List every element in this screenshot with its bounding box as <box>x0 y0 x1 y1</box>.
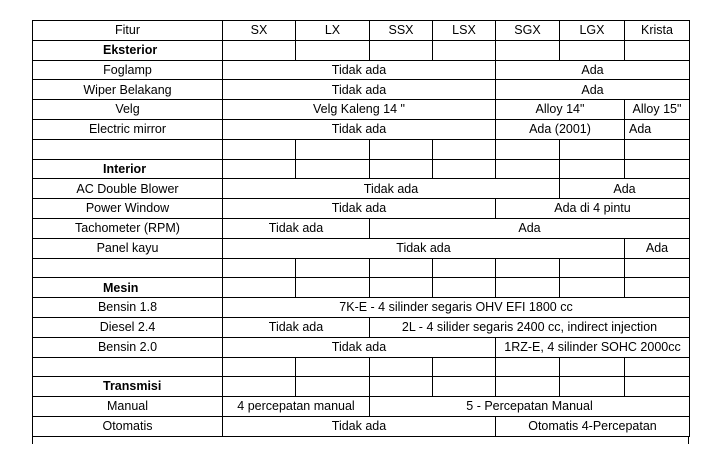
row-label-bensin-20: Bensin 2.0 <box>33 337 223 357</box>
table-row-mirror <box>33 119 690 139</box>
section-title-mesin: Mesin <box>33 278 223 298</box>
row-label-mirror: Electric mirror <box>33 119 223 139</box>
cell-ac-tidak-ada: Tidak ada <box>223 179 560 199</box>
table-row-tachometer <box>33 218 690 238</box>
cell-bensin-20-engine: 1RZ-E, 4 silinder SOHC 2000cc <box>496 337 690 357</box>
cell-manual-4-speed: 4 percepatan manual <box>223 397 370 417</box>
cell-diesel-24-engine: 2L - 4 silider segaris 2400 cc, indirect injection <box>370 317 690 337</box>
column-header-fitur: Fitur <box>33 21 223 41</box>
row-label-diesel-24: Diesel 2.4 <box>33 317 223 337</box>
section-title-interior: Interior <box>33 159 223 179</box>
section-title-eksterior: Eksterior <box>33 40 223 60</box>
cell-mirror-ada: Ada <box>625 119 690 139</box>
cell-tachometer-ada: Ada <box>370 218 690 238</box>
cell-mirror-tidak-ada: Tidak ada <box>223 119 496 139</box>
cell-velg-alloy15: Alloy 15" <box>625 100 690 120</box>
table-row-empty <box>33 258 690 278</box>
cell-mirror-ada-2001: Ada (2001) <box>496 119 625 139</box>
cell-bensin-20-tidak-ada: Tidak ada <box>223 337 496 357</box>
column-header-sgx: SGX <box>496 21 560 41</box>
table-row-bensin-20 <box>33 337 690 357</box>
column-header-lsx: LSX <box>433 21 496 41</box>
spec-table-container <box>32 20 690 437</box>
section-row-interior <box>33 159 690 179</box>
section-title-transmisi: Transmisi <box>33 377 223 397</box>
cell-manual-5-speed: 5 - Percepatan Manual <box>370 397 690 417</box>
section-row-transmisi <box>33 377 690 397</box>
cell-foglamp-ada: Ada <box>496 60 690 80</box>
cell-power-window-tidak-ada: Tidak ada <box>223 199 496 219</box>
cell-otomatis-tidak-ada: Tidak ada <box>223 416 496 436</box>
column-header-lgx: LGX <box>560 21 625 41</box>
table-bottom-edge <box>32 436 689 444</box>
cell-velg-alloy14: Alloy 14" <box>496 100 625 120</box>
row-label-wiper: Wiper Belakang <box>33 80 223 100</box>
row-label-velg: Velg <box>33 100 223 120</box>
table-row-foglamp <box>33 60 690 80</box>
section-row-eksterior <box>33 40 690 60</box>
cell-tachometer-tidak-ada: Tidak ada <box>223 218 370 238</box>
table-row-bensin-18 <box>33 298 690 318</box>
cell-foglamp-tidak-ada: Tidak ada <box>223 60 496 80</box>
table-row-velg <box>33 100 690 120</box>
row-label-foglamp: Foglamp <box>33 60 223 80</box>
table-row-diesel-24 <box>33 317 690 337</box>
table-row-manual <box>33 397 690 417</box>
cell-velg-kaleng: Velg Kaleng 14 " <box>223 100 496 120</box>
column-header-ssx: SSX <box>370 21 433 41</box>
cell-bensin-18-engine: 7K-E - 4 silinder segaris OHV EFI 1800 cc <box>223 298 690 318</box>
table-row-empty <box>33 139 690 159</box>
table-row-empty <box>33 357 690 377</box>
row-label-tachometer: Tachometer (RPM) <box>33 218 223 238</box>
row-label-manual: Manual <box>33 397 223 417</box>
row-label-ac: AC Double Blower <box>33 179 223 199</box>
header-row <box>33 21 690 41</box>
cell-wiper-ada: Ada <box>496 80 690 100</box>
table-row-wiper <box>33 80 690 100</box>
table-row-otomatis <box>33 416 690 436</box>
cell-wiper-tidak-ada: Tidak ada <box>223 80 496 100</box>
cell-otomatis-4-speed: Otomatis 4-Percepatan <box>496 416 690 436</box>
row-label-otomatis: Otomatis <box>33 416 223 436</box>
row-label-panel-kayu: Panel kayu <box>33 238 223 258</box>
row-label-power-window: Power Window <box>33 199 223 219</box>
column-header-krista: Krista <box>625 21 690 41</box>
cell-panel-kayu-tidak-ada: Tidak ada <box>223 238 625 258</box>
column-header-lx: LX <box>296 21 370 41</box>
table-row-ac <box>33 179 690 199</box>
cell-power-window-ada: Ada di 4 pintu <box>496 199 690 219</box>
table-row-power-window <box>33 199 690 219</box>
cell-ac-ada: Ada <box>560 179 690 199</box>
row-label-bensin-18: Bensin 1.8 <box>33 298 223 318</box>
spec-comparison-table <box>32 20 690 437</box>
column-header-sx: SX <box>223 21 296 41</box>
section-row-mesin <box>33 278 690 298</box>
cell-panel-kayu-ada: Ada <box>625 238 690 258</box>
cell-diesel-24-tidak-ada: Tidak ada <box>223 317 370 337</box>
table-row-panel-kayu <box>33 238 690 258</box>
